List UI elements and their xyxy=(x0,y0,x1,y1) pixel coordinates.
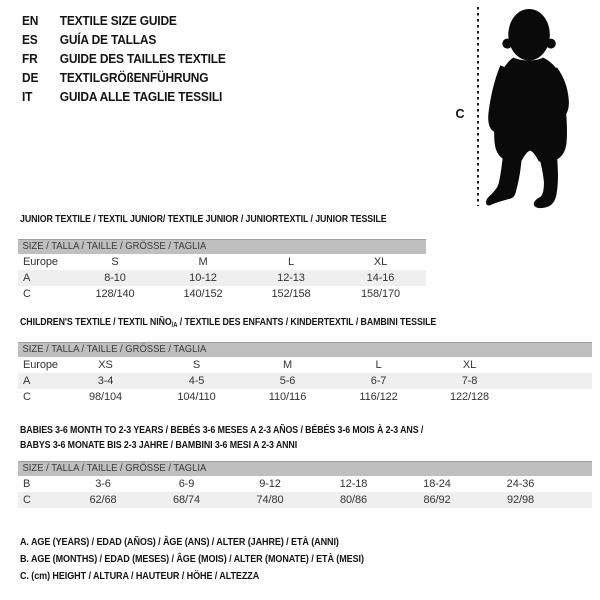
cell: 4-5 xyxy=(188,374,205,387)
spacer-cell xyxy=(515,389,592,405)
language-code: FR xyxy=(22,51,38,66)
babies-title-line1: BABIES 3-6 MONTH TO 2-3 YEARS / BEBÉS 3-6 MESES A 2-3 AÑOS / BÉBÉS 3-6 MOIS À 2-3 ANS / xyxy=(20,424,424,436)
children-title xyxy=(20,315,436,333)
cell: XS xyxy=(98,358,113,371)
size-header-bar xyxy=(18,240,426,254)
language-code: IT xyxy=(22,89,33,104)
row-label: B xyxy=(23,477,31,490)
cell: M xyxy=(282,358,293,371)
cell: 86/92 xyxy=(423,493,451,506)
language-label: GUIDE DES TAILLES TEXTILE xyxy=(59,51,226,66)
cell: 6-9 xyxy=(178,477,195,490)
cell: 98/104 xyxy=(88,390,123,403)
row-label: C xyxy=(23,287,31,300)
language-row xyxy=(22,30,226,49)
language-row xyxy=(22,49,226,68)
cell: 7-8 xyxy=(461,374,478,387)
table-row xyxy=(18,357,592,373)
cell: 128/140 xyxy=(95,287,135,300)
cell: 68/74 xyxy=(172,493,201,506)
cell: 12-13 xyxy=(277,271,305,284)
cell: S xyxy=(192,358,201,371)
cell: 122/128 xyxy=(449,390,490,403)
children-title-post: / TEXTILE DES ENFANTS / KINDERTEXTIL / BAMBINI TESSILE xyxy=(177,316,437,328)
footnotes xyxy=(20,534,420,585)
language-label: TEXTILE SIZE GUIDE xyxy=(59,13,177,28)
cell: 10-12 xyxy=(189,271,217,284)
row-label: Europe xyxy=(23,358,58,371)
cell: 158/170 xyxy=(360,287,401,300)
cell: L xyxy=(287,255,295,268)
language-label: GUÍA DE TALLAS xyxy=(59,32,157,47)
table-row xyxy=(18,492,592,508)
cell: 14-16 xyxy=(366,271,395,284)
babies-table xyxy=(18,461,592,508)
footnote-b: B. AGE (MONTHS) / EDAD (MESES) / ÂGE (MOIS) / ALTER (MONATE) / ETÀ (MESI) xyxy=(20,553,364,565)
footnote-c: C. (cm) HEIGHT / ALTURA / HAUTEUR / HÖHE / ALTEZZA xyxy=(20,570,260,582)
spacer-cell xyxy=(515,373,592,389)
footnote-a: A. AGE (YEARS) / EDAD (AÑOS) / ÂGE (ANS) / ALTER (JAHRE) / ETÀ (ANNI) xyxy=(20,536,339,548)
cell: 8-10 xyxy=(104,271,126,284)
cell: 116/122 xyxy=(359,390,398,403)
table-row xyxy=(18,389,592,405)
cell: 80/86 xyxy=(339,493,368,506)
children-title-sub: /A xyxy=(171,322,178,329)
size-header-label: SIZE / TALLA / TAILLE / GRÖSSE / TAGLIA xyxy=(22,462,207,475)
language-list xyxy=(22,11,243,106)
cell: 3-6 xyxy=(95,477,111,490)
cell: 12-18 xyxy=(339,477,368,490)
language-code: ES xyxy=(22,32,38,47)
row-label: C xyxy=(23,390,31,403)
size-header-bar xyxy=(18,343,592,357)
babies-title-line2: BABYS 3-6 MONATE BIS 2-3 JAHRE / BAMBINI 3-6 MESI A 2-3 ANNI xyxy=(20,439,298,451)
table-row xyxy=(18,286,426,302)
cell: 92/98 xyxy=(506,493,535,506)
cell: XL xyxy=(462,358,477,371)
table-row xyxy=(18,476,592,492)
row-label: A xyxy=(23,374,31,387)
table-row xyxy=(18,254,426,270)
height-dotted-line xyxy=(477,7,479,206)
size-header-label: SIZE / TALLA / TAILLE / GRÖSSE / TAGLIA xyxy=(22,343,207,356)
cell: 74/80 xyxy=(256,493,284,506)
language-label: TEXTILGRÖßENFÜHRUNG xyxy=(59,70,209,85)
cell: 9-12 xyxy=(259,477,281,490)
baby-silhouette-icon xyxy=(486,4,588,212)
height-c-label: C xyxy=(455,107,465,121)
spacer-cell xyxy=(562,476,592,492)
language-code: DE xyxy=(22,70,39,85)
cell: M xyxy=(198,255,208,268)
junior-title: JUNIOR TEXTILE / TEXTIL JUNIOR/ TEXTILE JUNIOR / JUNIORTEXTIL / JUNIOR TESSILE xyxy=(20,213,387,225)
language-row xyxy=(22,87,226,106)
size-header-label: SIZE / TALLA / TAILLE / GRÖSSE / TAGLIA xyxy=(22,240,207,253)
cell: 152/158 xyxy=(271,287,311,300)
cell: 110/116 xyxy=(268,390,307,403)
row-label: C xyxy=(23,493,31,506)
cell: S xyxy=(111,255,119,268)
children-table xyxy=(18,342,592,405)
cell: 6-7 xyxy=(370,374,387,387)
table-row xyxy=(18,270,426,286)
row-label: Europe xyxy=(23,255,58,268)
cell: XL xyxy=(373,255,388,268)
cell: 5-6 xyxy=(279,374,296,387)
cell: 3-4 xyxy=(97,374,114,387)
cell: 104/110 xyxy=(177,390,216,403)
cell: L xyxy=(375,358,382,371)
cell: 62/68 xyxy=(89,493,117,506)
table-row xyxy=(18,373,592,389)
size-header-bar xyxy=(18,462,592,476)
cell: 18-24 xyxy=(423,477,451,490)
row-label: A xyxy=(23,271,31,284)
children-title-pre: CHILDREN'S TEXTILE / TEXTIL NIÑO xyxy=(20,316,172,328)
cell: 140/152 xyxy=(183,287,223,300)
language-code: EN xyxy=(22,13,39,28)
junior-table xyxy=(18,239,426,302)
language-row xyxy=(22,11,226,30)
language-label: GUIDA ALLE TAGLIE TESSILI xyxy=(59,89,223,104)
spacer-cell xyxy=(515,357,592,373)
spacer-cell xyxy=(562,492,592,508)
cell: 24-36 xyxy=(506,477,535,490)
babies-title xyxy=(20,423,423,453)
language-row xyxy=(22,68,226,87)
